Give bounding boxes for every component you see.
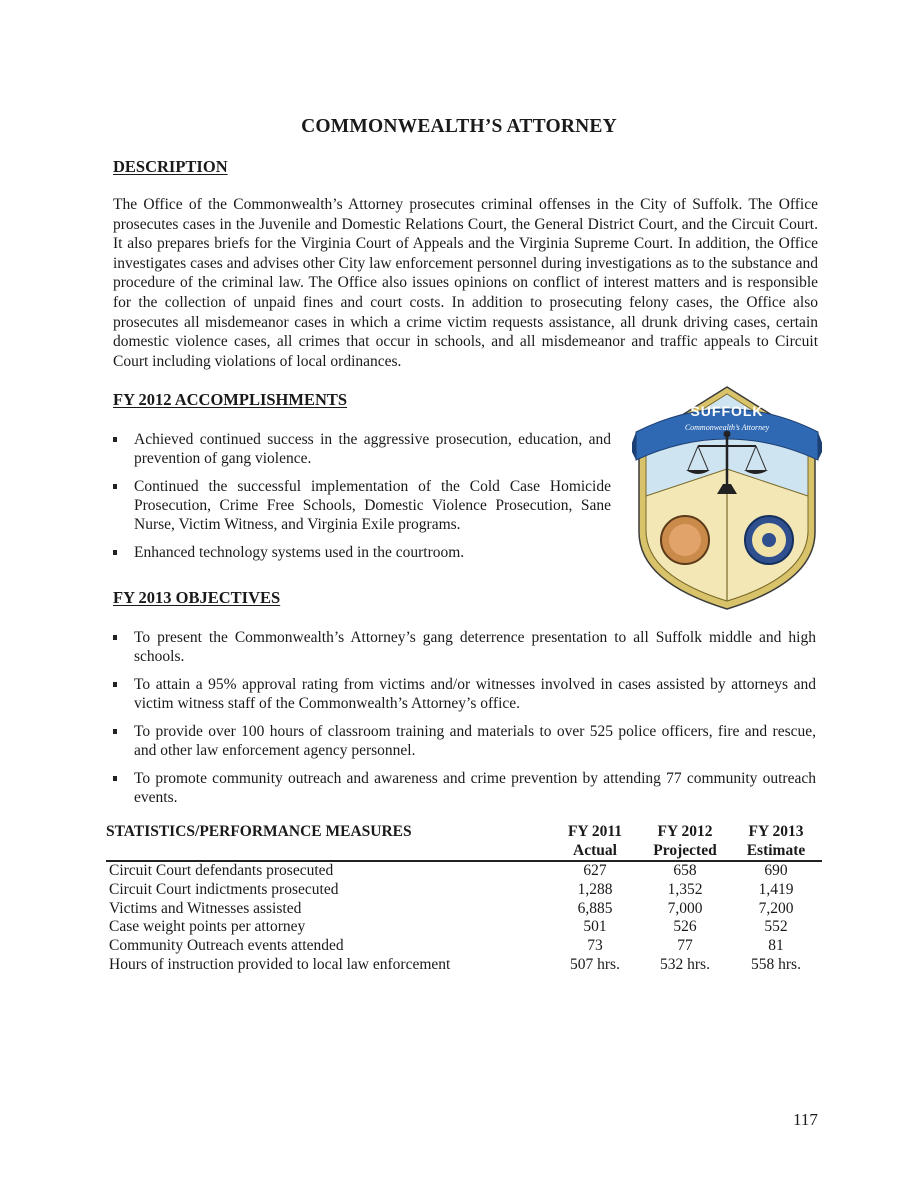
bullet-icon bbox=[113, 635, 117, 640]
value-fy2013: 552 bbox=[764, 918, 788, 936]
measure-name: Case weight points per attorney bbox=[109, 918, 306, 936]
list-item-text: To present the Commonwealth’s Attorney’s gang deterrence presentation to all Suffolk middle and high schools. bbox=[134, 629, 816, 665]
column-year: FY 2011 bbox=[567, 823, 623, 840]
list-item bbox=[113, 675, 816, 713]
seal-banner-title: SUFFOLK bbox=[690, 403, 764, 419]
measure-name: Community Outreach events attended bbox=[109, 937, 344, 955]
objectives-heading: FY 2013 OBJECTIVES bbox=[113, 588, 281, 607]
list-item bbox=[113, 769, 816, 807]
description-heading: DESCRIPTION bbox=[113, 157, 228, 176]
list-item-text: Achieved continued success in the aggressive prosecution, education, and prevention of gang violence. bbox=[134, 431, 611, 467]
column-year: FY 2013 bbox=[748, 823, 804, 840]
list-item bbox=[113, 477, 611, 534]
bullet-icon bbox=[113, 484, 117, 489]
list-item bbox=[113, 430, 611, 468]
value-fy2012: 7,000 bbox=[667, 899, 703, 917]
commonwealths-attorney-seal bbox=[632, 384, 822, 612]
value-fy2013: 690 bbox=[764, 862, 788, 879]
value-fy2011: 627 bbox=[583, 862, 607, 879]
table-row bbox=[106, 900, 822, 919]
bullet-icon bbox=[113, 729, 117, 734]
bullet-icon bbox=[113, 550, 117, 555]
table-row bbox=[106, 956, 822, 975]
list-item bbox=[113, 628, 816, 666]
accomplishments-list bbox=[113, 430, 611, 571]
objectives-list bbox=[113, 628, 816, 816]
value-fy2011: 6,885 bbox=[577, 899, 613, 917]
measure-name: Victims and Witnesses assisted bbox=[109, 899, 302, 917]
value-fy2013: 558 hrs. bbox=[751, 955, 801, 973]
bullet-icon bbox=[113, 437, 117, 442]
list-item bbox=[113, 722, 816, 760]
accomplishments-heading: FY 2012 ACCOMPLISHMENTS bbox=[113, 390, 348, 409]
list-item-text: Enhanced technology systems used in the courtroom. bbox=[134, 544, 465, 561]
column-label: Actual bbox=[550, 841, 640, 861]
header-spacer bbox=[106, 841, 550, 861]
value-fy2013: 81 bbox=[768, 937, 784, 955]
value-fy2012: 532 hrs. bbox=[660, 955, 710, 973]
statistics-table bbox=[106, 822, 822, 975]
list-item-text: Continued the successful implementation of the Cold Case Homicide Prosecution, Crime Free Schools, Domestic Violence Prosecution, Sane Nurse, Victim Witness, and Virginia Exile programs. bbox=[134, 478, 611, 533]
list-item-text: To attain a 95% approval rating from victims and/or witnesses involved in cases assisted by attorneys and victim witness staff of the Commonwealth’s Attorney’s office. bbox=[134, 676, 816, 712]
bullet-icon bbox=[113, 682, 117, 687]
measure-name: Hours of instruction provided to local law enforcement bbox=[109, 955, 451, 973]
table-row bbox=[106, 881, 822, 900]
value-fy2012: 658 bbox=[673, 862, 697, 879]
value-fy2013: 7,200 bbox=[758, 899, 794, 917]
page-title: COMMONWEALTH’S ATTORNEY bbox=[301, 116, 617, 137]
measure-name: Circuit Court defendants prosecuted bbox=[109, 862, 334, 879]
column-year: FY 2012 bbox=[657, 823, 713, 840]
table-row bbox=[106, 861, 822, 881]
value-fy2011: 1,288 bbox=[577, 880, 613, 898]
table-row bbox=[106, 937, 822, 956]
table-row bbox=[106, 918, 822, 937]
stats-heading: STATISTICS/PERFORMANCE MEASURES bbox=[106, 823, 412, 840]
description-text: The Office of the Commonwealth’s Attorney prosecutes criminal offenses in the City of Suffolk. The Office prosecutes cases in the Juvenile and Domestic Relations Court, the General District Court, and the Circuit Court. It also prepares briefs for the Virginia Court of Appeals and the Virginia Supreme Court. In addition, the Office investigates cases and advises other City law enforcement personnel during investigations as to the substance and procedure of the criminal law. The Office also issues opinions on conflict of interest matters and is responsible for the collection of unpaid fines and court costs. In addition to prosecuting felony cases, the Office also prosecutes all misdemeanor cases in which a crime victim requests assistance, all drunk driving cases, certain domestic violence cases, all crimes that occur in schools, and all misdemeanor and traffic appeals to Circuit Court including violations of local ordinances. bbox=[113, 196, 818, 370]
measure-name: Circuit Court indictments prosecuted bbox=[109, 880, 339, 898]
value-fy2012: 526 bbox=[673, 918, 697, 936]
value-fy2011: 507 hrs. bbox=[570, 955, 620, 973]
list-item-text: To provide over 100 hours of classroom training and materials to over 525 police officers, fire and rescue, and other law enforcement agency personnel. bbox=[134, 723, 816, 759]
column-label: Estimate bbox=[730, 841, 822, 861]
value-fy2012: 1,352 bbox=[667, 880, 703, 898]
bullet-icon bbox=[113, 776, 117, 781]
seal-banner-subtitle: Commonwealth’s Attorney bbox=[684, 423, 770, 432]
value-fy2013: 1,419 bbox=[758, 880, 794, 898]
value-fy2012: 77 bbox=[677, 937, 693, 955]
list-item-text: To promote community outreach and awareness and crime prevention by attending 77 community outreach events. bbox=[134, 770, 816, 806]
page-number: 117 bbox=[793, 1110, 818, 1129]
value-fy2011: 73 bbox=[587, 937, 603, 955]
value-fy2011: 501 bbox=[583, 918, 607, 936]
list-item bbox=[113, 543, 611, 562]
column-label: Projected bbox=[640, 841, 730, 861]
